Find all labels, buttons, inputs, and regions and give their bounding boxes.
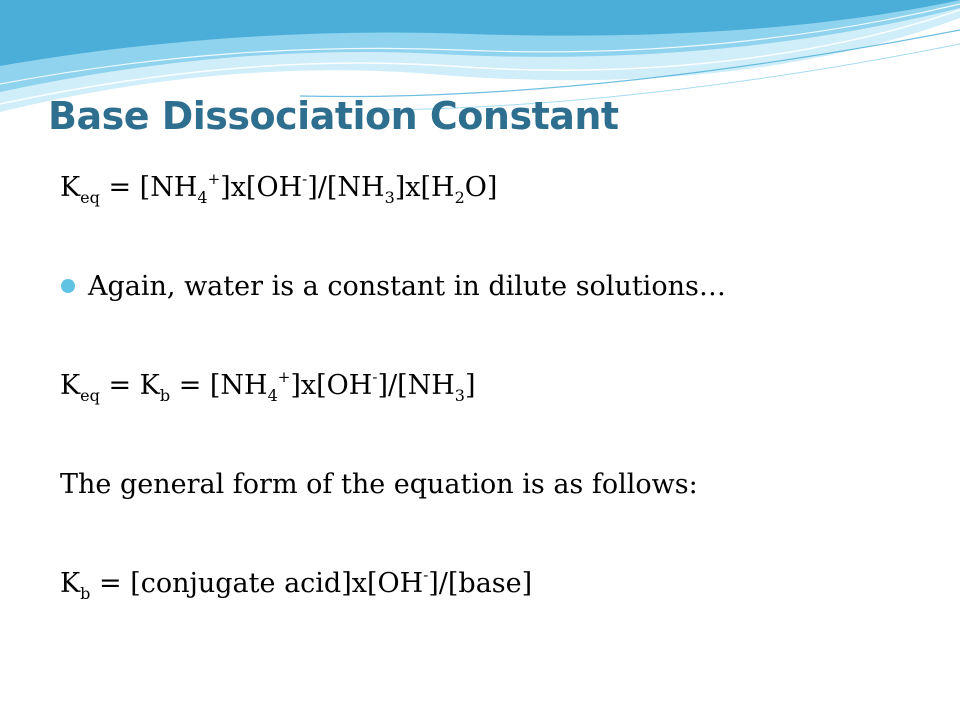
equation-part: +	[207, 170, 221, 188]
equation-part: ]x[H	[394, 172, 455, 203]
equation-part: 4	[197, 188, 208, 207]
equation-part: b	[80, 584, 91, 603]
equation-part: K	[60, 172, 81, 203]
equation-part: 4	[267, 386, 278, 405]
equation-part: = [conjugate acid]x[OH	[90, 568, 424, 599]
equation-part: ]x[OH	[220, 172, 303, 203]
bullet-dot-icon	[61, 279, 75, 293]
equation-part: The general form of the equation is as follows:	[60, 469, 698, 500]
equation-part: K	[60, 370, 81, 401]
equation-part: Again, water is a constant in dilute solutions…	[88, 271, 726, 302]
equation-part: 2	[454, 188, 465, 207]
equation-part: ]	[464, 370, 476, 401]
equation-part: -	[372, 368, 378, 386]
equation-part: eq	[80, 188, 100, 207]
bullet-text-water-constant	[88, 269, 726, 305]
equation-part: b	[159, 386, 171, 405]
equation-part: ]/[base]	[428, 568, 533, 599]
equation-part: 3	[384, 188, 395, 207]
equation-part: eq	[80, 386, 100, 405]
equation-kb-general	[60, 566, 532, 602]
equation-part: +	[277, 368, 291, 386]
equation-part: ]/[NH	[377, 370, 455, 401]
slide-title: Base Dissociation Constant	[48, 94, 619, 138]
general-form-text	[60, 467, 698, 503]
equation-part: ]x[OH	[290, 370, 373, 401]
equation-part: 3	[454, 386, 465, 405]
equation-part: = [NH	[99, 172, 198, 203]
equation-part: K	[60, 568, 81, 599]
equation-keq-full	[60, 170, 497, 206]
equation-part: -	[423, 566, 429, 584]
equation-keq-kb	[60, 368, 476, 404]
equation-part: ]/[NH	[307, 172, 385, 203]
equation-part: -	[302, 170, 308, 188]
equation-part: O]	[464, 172, 498, 203]
equation-part: = K	[99, 370, 160, 401]
equation-part: = [NH	[170, 370, 268, 401]
